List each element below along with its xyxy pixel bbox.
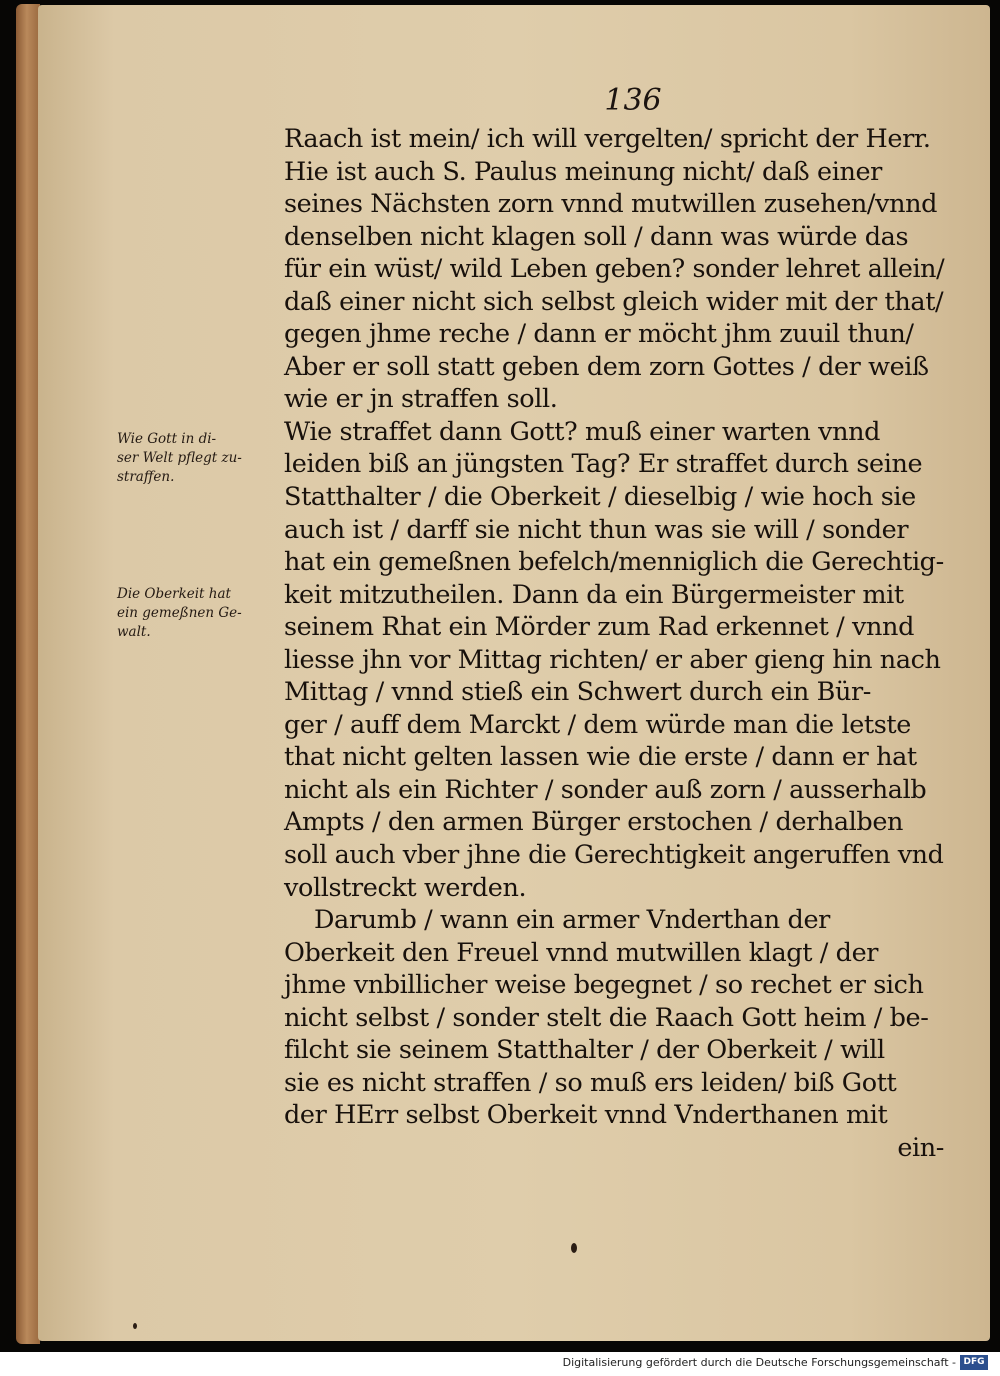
text-line: denselben nicht klagen soll / dann was würde das [284,221,909,252]
text-line: Ampts / den armen Bürger erstochen / derhalben [284,807,904,838]
text-line: Raach ist mein/ ich will vergelten/ spricht der Herr. [284,124,931,154]
text-line: für ein wüst/ wild Leben geben? sonder lehret allein/ [284,254,945,285]
marginal-note-2 [117,585,285,642]
body-text [284,123,944,1165]
text-line: Statthalter / die Oberkeit / dieselbig / wie hoch sie [284,482,916,513]
text-line: Oberkeit den Freuel vnnd mutwillen klagt / der [284,937,879,968]
marginal-note-line: walt. [117,624,151,640]
text-line: wie er jn straffen soll. [284,384,558,415]
marginal-note-line: ser Welt pflegt zu- [117,450,242,466]
text-line: nicht selbst / sonder stelt die Raach Gott heim / be- [284,1002,929,1033]
page-number: 136 [604,83,662,118]
marginal-note-line: straffen. [117,469,175,485]
catchword: ein- [897,1132,944,1163]
text-line: Aber er soll statt geben dem zorn Gottes / der weiß [284,351,929,382]
text-line: Hie ist auch S. Paulus meinung nicht/ daß einer [284,156,882,187]
text-line: filcht sie seinem Statthalter / der Oberkeit / will [284,1035,885,1066]
text-line: auch ist / darff sie nicht thun was sie will / sonder [284,514,909,545]
text-line: sie es nicht straffen / so muß ers leiden/ biß Gott [284,1067,897,1098]
text-line: Mittag / vnnd stieß ein Schwert durch ein Bür- [284,677,871,708]
text-line: seines Nächsten zorn vnnd mutwillen zusehen/vnnd [284,189,938,220]
marginal-note-1 [117,430,285,487]
text-line: Wie straffet dann Gott? muß einer warten vnnd [284,416,881,447]
book-page [38,5,990,1341]
text-line: nicht als ein Richter / sonder auß zorn / ausserhalb [284,774,927,805]
ink-speck [571,1243,577,1253]
text-line: leiden biß an jüngsten Tag? Er straffet durch seine [284,449,923,480]
text-line: keit mitzutheilen. Dann da ein Bürgermeister mit [284,579,904,610]
digitization-credit: Digitalisierung gefördert durch die Deutsche Forschungsgemeinschaft - [562,1356,956,1369]
text-line: jhme vnbillicher weise begegnet / so rechet er sich [284,970,924,1001]
text-line: ger / auff dem Marckt / dem würde man die letste [284,709,911,740]
ink-speck [133,1323,137,1329]
book-cover-edge [16,4,40,1344]
marginal-note-line: Wie Gott in di- [117,431,217,447]
marginal-note-line: ein gemeßnen Ge- [117,605,242,621]
text-line: that nicht gelten lassen wie die erste / dann er hat [284,742,917,773]
text-line: liesse jhn vor Mittag richten/ er aber gieng hin nach [284,644,941,675]
text-line: der HErr selbst Oberkeit vnnd Vnderthanen mit [284,1100,888,1131]
text-line: Darumb / wann ein armer Vnderthan der [314,905,830,936]
marginal-note-line: Die Oberkeit hat [117,586,231,602]
text-line: gegen jhme reche / dann er möcht jhm zuuil thun/ [284,319,914,350]
text-line: hat ein gemeßnen befelch/menniglich die Gerechtig- [284,547,944,578]
text-line: seinem Rhat ein Mörder zum Rad erkennet / vnnd [284,612,914,643]
dfg-logo-icon: DFG [960,1355,988,1370]
text-line: vollstreckt werden. [284,872,527,903]
text-line: daß einer nicht sich selbst gleich wider mit der that/ [284,286,944,317]
text-line: soll auch vber jhne die Gerechtigkeit angeruffen vnd [284,840,944,871]
